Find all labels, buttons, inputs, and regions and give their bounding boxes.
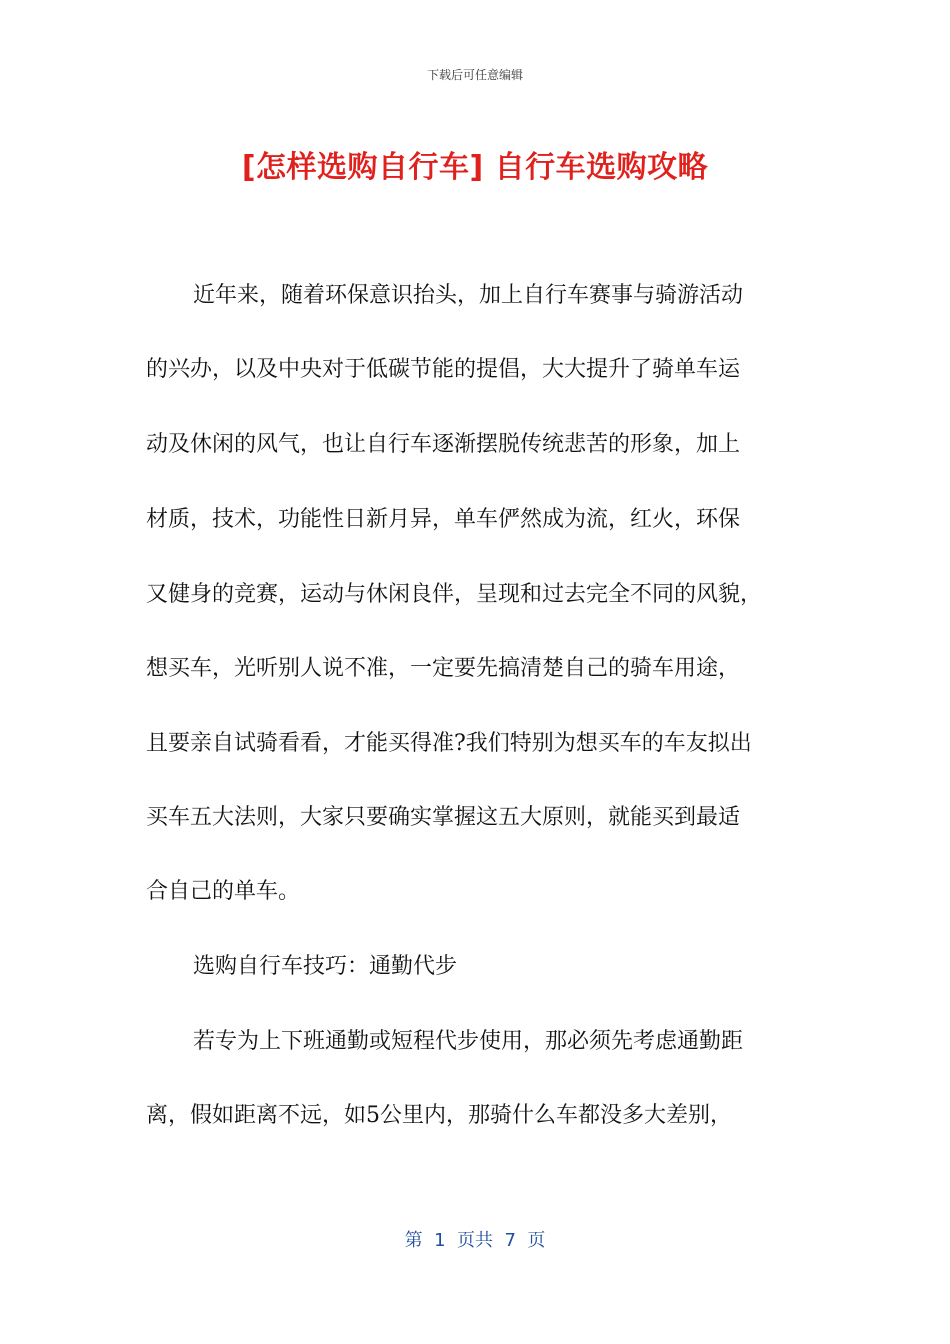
page-footer: 第 1 页共 7 页	[404, 1230, 546, 1251]
paragraph-line: 若专为上下班通勤或短程代步使用，那必须先考虑通勤距	[193, 1029, 744, 1054]
paragraph-line: 离，假如距离不远，如5公里内，那骑什么车都没多大差别，	[146, 1103, 732, 1128]
paragraph-line: 且要亲自试骑看看，才能买得准?我们特别为想买车的车友拟出	[146, 731, 752, 756]
paragraph-line: 买车五大法则，大家只要确实掌握这五大原则，就能买到最适	[146, 805, 741, 830]
paragraph-line: 动及休闲的风气，也让自行车逐渐摆脱传统悲苦的形象，加上	[146, 432, 741, 457]
paragraph-line: 想买车，光听别人说不准，一定要先搞清楚自己的骑车用途，	[146, 656, 741, 681]
paragraph-line: 材质，技术，功能性日新月异，单车俨然成为流，红火，环保	[146, 507, 741, 532]
paragraph-line: 近年来，随着环保意识抬头，加上自行车赛事与骑游活动	[193, 283, 744, 308]
paragraph-line: 的兴办，以及中央对于低碳节能的提倡，大大提升了骑单车运	[146, 357, 741, 382]
header-note: 下载后可任意编辑	[426, 68, 523, 82]
document-title: [怎样选购自行车] 自行车选购攻略	[241, 150, 709, 185]
paragraph-line: 又健身的竞赛，运动与休闲良伴，呈现和过去完全不同的风貌，	[146, 582, 763, 607]
paragraph-line: 合自己的单车。	[146, 879, 301, 904]
section-heading: 选购自行车技巧：通勤代步	[193, 954, 458, 979]
